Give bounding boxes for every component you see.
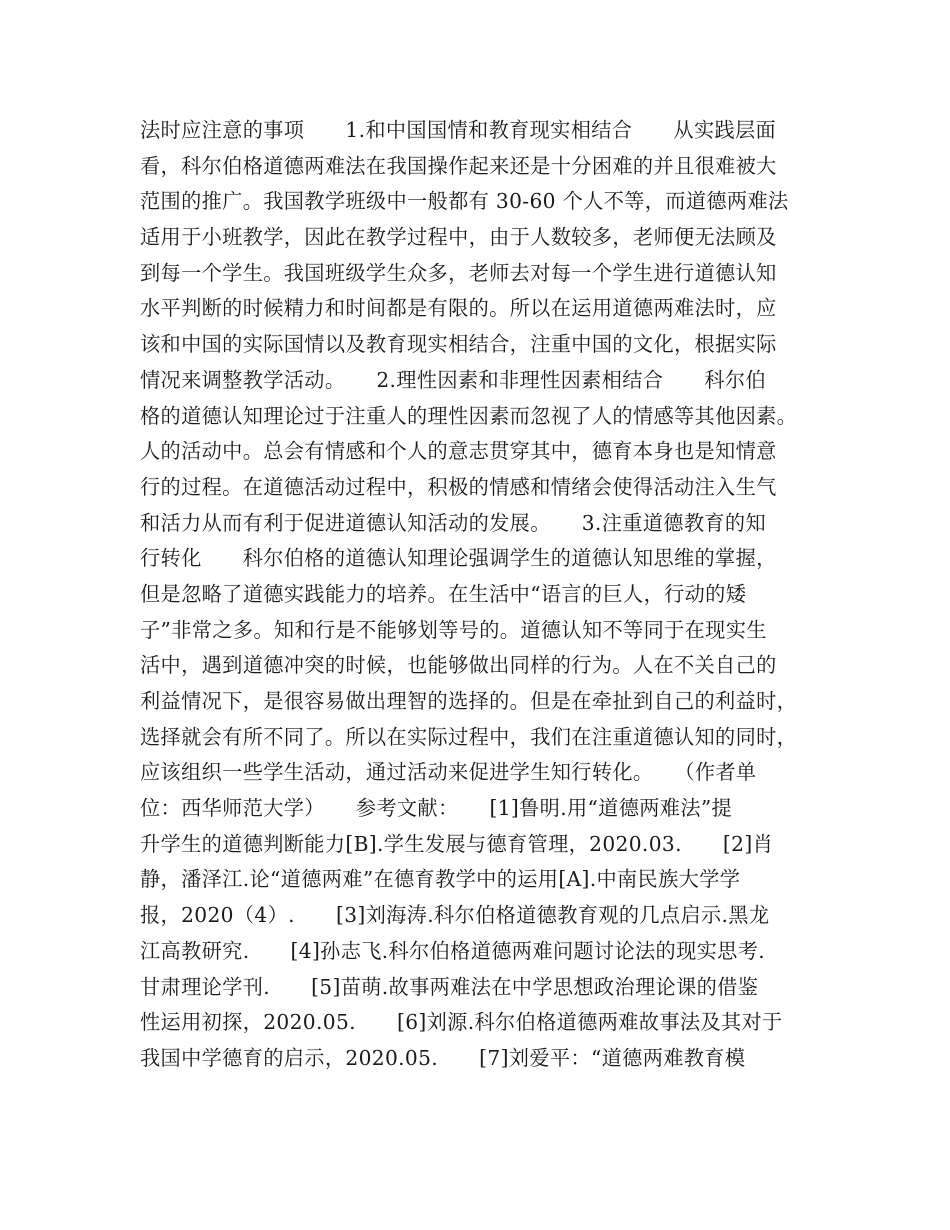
text-line: 行转化 科尔伯格的道德认知理论强调学生的道德认知思维的掌握， [140,546,777,571]
text-line: 水平判断的时候精力和时间都是有限的。所以在运用道德两难法时，应 [140,296,777,321]
text-line: 静，潘泽江.论“道德两难”在德育教学中的运用[A].中南民族大学学 [140,867,741,892]
text-line: 情况来调整教学活动。 2.理性因素和非理性因素相结合 科尔伯 [140,367,766,392]
text-line: 该和中国的实际国情以及教育现实相结合，注重中国的文化，根据实际 [140,332,777,357]
text-line: 选择就会有所不同了。所以在实际过程中，我们在注重道德认知的同时， [140,724,798,749]
text-line: 人的活动中。总会有情感和个人的意志贯穿其中，德育本身也是知情意 [140,439,777,464]
text-line: 但是忽略了道德实践能力的培养。在生活中“语言的巨人，行动的矮 [140,581,747,606]
text-line: 法时应注意的事项 1.和中国国情和教育现实相结合 从实践层面 [140,118,777,142]
text-line: 和活力从而有利于促进道德认知活动的发展。 3.注重道德教育的知 [140,510,766,535]
text-line: 性运用初探，2020.05. [6]刘源.科尔伯格道德两难故事法及其对于 [140,1010,783,1035]
text-line: 适用于小班教学，因此在教学过程中，由于人数较多，老师便无法顾及 [140,225,777,250]
text-line: 范围的推广。我国教学班级中一般都有 30-60 个人不等，而道德两难法 [140,189,789,214]
text-line: 到每一个学生。我国班级学生众多，老师去对每一个学生进行道德认知 [140,260,777,285]
text-line: 行的过程。在道德活动过程中，积极的情感和情绪会使得活动注入生气 [140,474,777,499]
text-line: 子”非常之多。知和行是不能够划等号的。道德认知不等同于在现实生 [140,617,767,642]
text-line: 升学生的道德判断能力[B].学生发展与德育管理，2020.03. [2]肖 [140,831,774,856]
text-line: 我国中学德育的启示，2020.05. [7]刘爱平：“道德两难教育模 [140,1045,746,1070]
text-line: 报，2020（4）. [3]刘海涛.科尔伯格道德教育观的几点启示.黑龙 [140,903,770,928]
text-line: 活中，遇到道德冲突的时候，也能够做出同样的行为。人在不关自己的 [140,653,777,678]
text-line: 甘肃理论学刊. [5]苗萌.故事两难法在中学思想政治理论课的借鉴 [140,974,759,999]
text-line: 应该组织一些学生活动，通过活动来促进学生知行转化。 （作者单 [140,760,757,785]
text-line: 位：西华师范大学） 参考文献： [1]鲁明.用“道德两难法”提 [140,796,733,821]
text-line: 格的道德认知理论过于注重人的理性因素而忽视了人的情感等其他因素。 [140,403,798,428]
text-line: 利益情况下，是很容易做出理智的选择的。但是在牵扯到自己的利益时， [140,689,798,713]
text-line: 看，科尔伯格道德两难法在我国操作起来还是十分困难的并且很难被大 [140,153,777,178]
body-text [140,113,830,1077]
text-line: 江高教研究. [4]孙志飞.科尔伯格道德两难问题讨论法的现实思考. [140,938,765,963]
